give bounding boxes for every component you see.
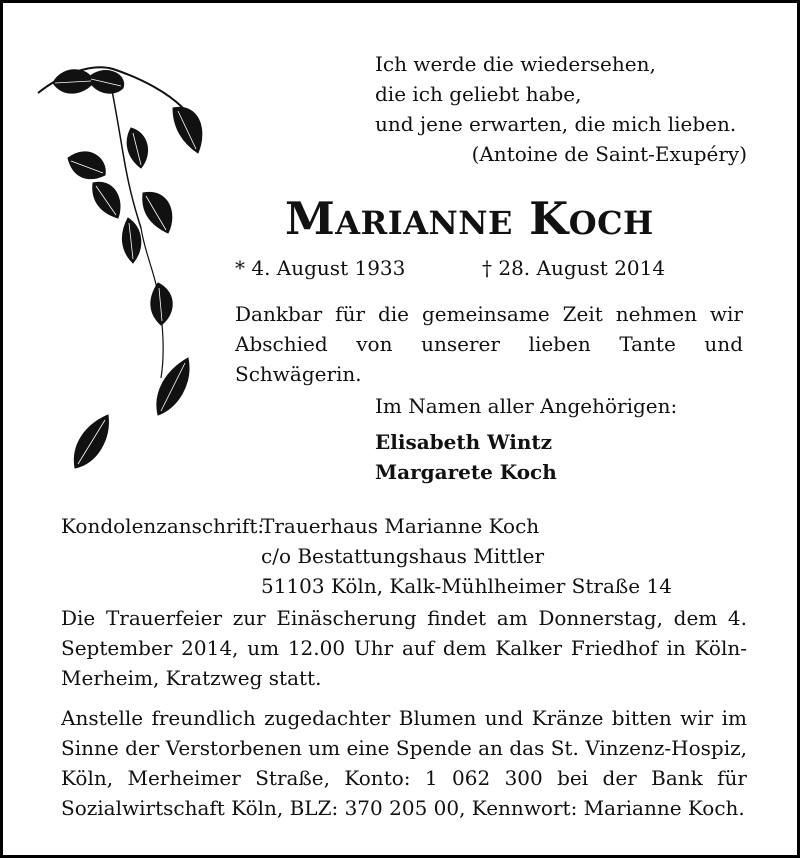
quote-line: und jene erwarten, die mich lieben. [375, 112, 737, 136]
birch-leaves-illustration [33, 53, 213, 493]
address-line: Trauerhaus Marianne Koch [261, 514, 540, 538]
signer-name: Elisabeth Wintz [375, 430, 552, 454]
signer-name: Margarete Koch [375, 460, 557, 484]
deceased-name: Marianne Koch [285, 192, 654, 245]
death-date: † 28. August 2014 [482, 256, 666, 280]
thanks-text: Dankbar für die gemeinsame Zeit nehmen wir Abschied von unserer lieben Tante und Schwägerin. [235, 302, 743, 386]
quote-line: Ich werde die wiedersehen, [375, 52, 656, 76]
donation-text: Anstelle freundlich zugedachter Blumen und Kränze bitten wir im Sinne der Verstorbenen um eine Spende an das St. Vinzenz-Hospiz, Köln, Merheimer Straße, Konto: 1 062 300 bei der Bank für Sozialwirtschaft Köln, BLZ: 370 205 00, Kennwort: Marianne Koch. [61, 706, 747, 820]
epitaph-quote [375, 49, 747, 169]
quote-author: (Antoine de Saint-Exupéry) [471, 142, 747, 166]
condolence-label: Kondolenzanschrift: [61, 514, 265, 538]
address-line: 51103 Köln, Kalk-Mühlheimer Straße 14 [261, 574, 672, 598]
birth-date: * 4. August 1933 [235, 256, 406, 280]
ceremony-text: Die Trauerfeier zur Einäscherung findet am Donnerstag, dem 4. September 2014, um 12.00 Uhr auf dem Kalker Friedhof in Köln-Merheim, Kratzweg statt. [61, 606, 747, 690]
signer-list [375, 427, 557, 487]
quote-line: die ich geliebt habe, [375, 82, 582, 106]
address-line: c/o Bestattungshaus Mittler [261, 544, 545, 568]
signature-intro: Im Namen aller Angehörigen: [375, 394, 678, 418]
